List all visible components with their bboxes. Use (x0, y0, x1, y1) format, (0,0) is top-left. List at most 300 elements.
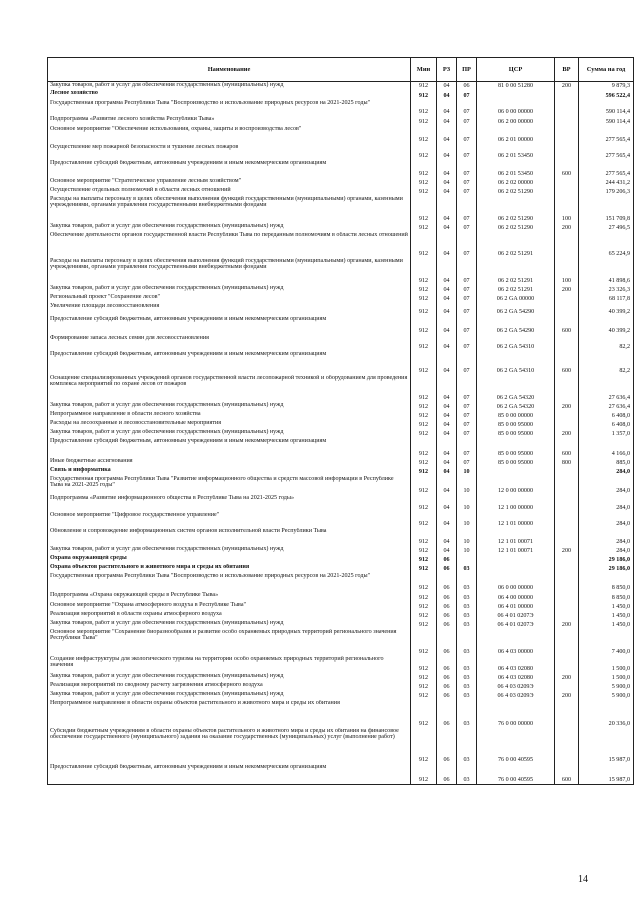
cell-vr (555, 656, 579, 673)
cell-csr (477, 555, 555, 564)
cell-min: 912 (411, 316, 437, 335)
cell-rz: 04 (437, 196, 457, 223)
cell-min: 912 (411, 476, 437, 495)
cell-rz: 04 (437, 335, 457, 351)
table-row (48, 285, 634, 294)
cell-name: Обеспечение деятельности органов государственной власти Республики Тыва по переданным полномочиям в области лесных отношений (48, 232, 411, 258)
cell-sum: 284,0 (579, 476, 634, 495)
cell-name: Предоставление субсидий бюджетным, автономным учреждениям и иным некоммерческим организациям (48, 438, 411, 458)
cell-rz: 06 (437, 656, 457, 673)
cell-min: 912 (411, 438, 437, 458)
cell-rz: 06 (437, 602, 457, 611)
table-row (48, 429, 634, 438)
cell-rz: 04 (437, 402, 457, 411)
cell-min: 912 (411, 420, 437, 429)
cell-csr: 06 2 02 51291 (477, 285, 555, 294)
cell-csr: 06 2 01 00000 (477, 126, 555, 144)
cell-sum: 277 565,4 (579, 144, 634, 160)
cell-rz: 04 (437, 232, 457, 258)
table-header-row (48, 58, 634, 82)
cell-vr (555, 629, 579, 656)
cell-vr (555, 178, 579, 187)
cell-pr: 07 (457, 160, 477, 178)
cell-rz: 04 (437, 144, 457, 160)
cell-min: 912 (411, 629, 437, 656)
cell-rz: 04 (437, 495, 457, 512)
cell-csr: 76 0 00 40595 (477, 764, 555, 785)
cell-sum: 8 850,0 (579, 573, 634, 592)
cell-csr: 85 0 00 95000 (477, 429, 555, 438)
table-row (48, 512, 634, 528)
cell-rz: 06 (437, 691, 457, 700)
cell-vr (555, 476, 579, 495)
table-row (48, 620, 634, 629)
cell-vr (555, 100, 579, 116)
cell-vr (555, 495, 579, 512)
cell-vr (555, 144, 579, 160)
cell-csr: 06 2 GA 54320 (477, 375, 555, 402)
table-row (48, 602, 634, 611)
cell-vr (555, 555, 579, 564)
table-body (48, 82, 634, 785)
cell-rz: 06 (437, 620, 457, 629)
cell-min: 912 (411, 90, 437, 100)
cell-pr: 03 (457, 629, 477, 656)
cell-rz: 06 (437, 573, 457, 592)
cell-min: 912 (411, 656, 437, 673)
cell-min: 912 (411, 258, 437, 285)
cell-pr: 03 (457, 728, 477, 764)
cell-pr: 07 (457, 285, 477, 294)
cell-pr: 03 (457, 656, 477, 673)
cell-sum: 596 522,4 (579, 90, 634, 100)
cell-csr: 85 0 00 95000 (477, 438, 555, 458)
cell-min: 912 (411, 728, 437, 764)
cell-csr: 06 4 01 00000 (477, 602, 555, 611)
cell-sum: 20 336,0 (579, 700, 634, 728)
cell-sum: 1 450,0 (579, 620, 634, 629)
cell-sum: 284,0 (579, 546, 634, 555)
cell-csr: 06 4 01 0207Э (477, 620, 555, 629)
cell-min: 912 (411, 351, 437, 375)
cell-pr: 03 (457, 592, 477, 602)
cell-rz: 06 (437, 700, 457, 728)
cell-vr (555, 467, 579, 476)
cell-pr: 07 (457, 178, 477, 187)
table-row (48, 126, 634, 144)
cell-rz: 04 (437, 82, 457, 90)
cell-pr: 07 (457, 144, 477, 160)
cell-pr: 03 (457, 700, 477, 728)
cell-vr (555, 728, 579, 764)
cell-csr: 06 0 00 00000 (477, 100, 555, 116)
cell-min: 912 (411, 512, 437, 528)
cell-pr: 10 (457, 476, 477, 495)
cell-csr: 06 4 00 00000 (477, 592, 555, 602)
cell-csr: 06 2 GA 54310 (477, 335, 555, 351)
cell-vr (555, 564, 579, 573)
cell-min: 912 (411, 160, 437, 178)
table-row (48, 764, 634, 785)
cell-sum: 27 636,4 (579, 375, 634, 402)
cell-csr: 06 2 02 51290 (477, 196, 555, 223)
table-row (48, 196, 634, 223)
table-row (48, 144, 634, 160)
cell-min: 912 (411, 682, 437, 691)
cell-csr: 12 1 00 00000 (477, 495, 555, 512)
cell-rz: 06 (437, 673, 457, 682)
cell-min: 912 (411, 82, 437, 90)
cell-name: Предоставление субсидий бюджетным, автономным учреждениям и иным некоммерческим организациям (48, 316, 411, 335)
header-rz: РЗ (437, 58, 457, 82)
header-csr: ЦСР (477, 58, 555, 82)
cell-pr: 03 (457, 673, 477, 682)
cell-vr (555, 700, 579, 728)
table-row (48, 495, 634, 512)
cell-vr: 200 (555, 546, 579, 555)
cell-vr: 600 (555, 764, 579, 785)
cell-sum: 284,0 (579, 512, 634, 528)
cell-name: Государственная программа Республики Тыва "Воспроизводство и использование природных ресурсов на 2021-2025 годы" (48, 100, 411, 116)
cell-pr: 07 (457, 420, 477, 429)
cell-sum: 23 326,3 (579, 285, 634, 294)
cell-sum: 15 987,0 (579, 764, 634, 785)
cell-sum: 5 900,0 (579, 691, 634, 700)
cell-csr: 06 2 02 51291 (477, 232, 555, 258)
cell-rz: 04 (437, 438, 457, 458)
cell-pr: 07 (457, 351, 477, 375)
cell-name: Государственная программа Республики Тыва "Развитие информационного общества и средств массовой информации в Республике Тыва на 2021-2025 годы" (48, 476, 411, 495)
cell-pr: 07 (457, 303, 477, 316)
cell-name: Непрограммное направление в области лесного хозяйства (48, 411, 411, 420)
table-row (48, 656, 634, 673)
cell-csr: 06 2 GA 54290 (477, 303, 555, 316)
table-row (48, 438, 634, 458)
cell-min: 912 (411, 429, 437, 438)
cell-csr: 76 0 00 00000 (477, 700, 555, 728)
cell-pr: 07 (457, 458, 477, 467)
cell-name: Закупка товаров, работ и услуг для обеспечения государственных (муниципальных) нужд (48, 620, 411, 629)
cell-name: Закупка товаров, работ и услуг для обеспечения государственных (муниципальных) нужд (48, 673, 411, 682)
cell-pr: 07 (457, 100, 477, 116)
cell-pr: 10 (457, 512, 477, 528)
cell-rz: 04 (437, 375, 457, 402)
cell-rz: 06 (437, 682, 457, 691)
cell-min: 912 (411, 303, 437, 316)
cell-sum: 82,2 (579, 335, 634, 351)
cell-pr: 10 (457, 467, 477, 476)
table-row (48, 375, 634, 402)
cell-name: Государственная программа Республики Тыва "Воспроизводство и использование природных ресурсов на 2021-2025 годы" (48, 573, 411, 592)
cell-sum: 6 408,0 (579, 411, 634, 420)
cell-name: Предоставление субсидий бюджетным, автономным учреждениям и иным некоммерческим организациям (48, 351, 411, 375)
cell-vr: 200 (555, 402, 579, 411)
table-row (48, 402, 634, 411)
cell-sum: 179 206,3 (579, 187, 634, 196)
table-row (48, 187, 634, 196)
cell-pr: 07 (457, 90, 477, 100)
cell-rz: 06 (437, 592, 457, 602)
cell-pr: 10 (457, 528, 477, 546)
cell-csr: 06 2 GA 54290 (477, 316, 555, 335)
cell-rz: 04 (437, 351, 457, 375)
header-pr: ПР (457, 58, 477, 82)
cell-name: Расходы на выплаты персоналу в целях обеспечения выполнения функций государственными (муниципальными) органами, казенными учреждениями, органами управления государственными внебюджетными фондами (48, 258, 411, 285)
cell-sum: 27 496,5 (579, 223, 634, 232)
cell-name: Основное мероприятие "Цифровое государственное управление" (48, 512, 411, 528)
cell-name: Подпрограмма «Охрана окружающей среды в Республике Тыва» (48, 592, 411, 602)
cell-sum: 1 450,0 (579, 611, 634, 620)
table-row (48, 564, 634, 573)
cell-rz: 04 (437, 285, 457, 294)
cell-min: 912 (411, 620, 437, 629)
cell-csr: 06 4 03 0209Э (477, 691, 555, 700)
budget-table (47, 57, 634, 785)
cell-rz: 04 (437, 116, 457, 126)
cell-csr: 12 1 01 00000 (477, 512, 555, 528)
table-row (48, 223, 634, 232)
cell-sum: 1 450,0 (579, 602, 634, 611)
cell-pr: 07 (457, 116, 477, 126)
cell-vr: 600 (555, 316, 579, 335)
cell-sum: 277 565,4 (579, 126, 634, 144)
cell-csr: 06 2 01 53450 (477, 144, 555, 160)
cell-rz: 06 (437, 611, 457, 620)
table-row (48, 116, 634, 126)
cell-vr (555, 592, 579, 602)
cell-pr: 03 (457, 620, 477, 629)
table-row (48, 528, 634, 546)
cell-rz: 04 (437, 187, 457, 196)
cell-rz: 04 (437, 178, 457, 187)
cell-pr: 03 (457, 602, 477, 611)
cell-csr: 06 2 GA 54320 (477, 402, 555, 411)
cell-sum: 590 114,4 (579, 100, 634, 116)
cell-vr (555, 682, 579, 691)
cell-min: 912 (411, 555, 437, 564)
cell-name: Реализация мероприятий по сводному расчету загрязнения атмосферного воздуха (48, 682, 411, 691)
table-row (48, 420, 634, 429)
cell-name: Иные бюджетные ассигнования (48, 458, 411, 467)
cell-vr (555, 512, 579, 528)
cell-rz: 04 (437, 546, 457, 555)
cell-name: Закупка товаров, работ и услуг для обеспечения государственных (муниципальных) нужд (48, 285, 411, 294)
cell-rz: 04 (437, 223, 457, 232)
cell-pr: 07 (457, 196, 477, 223)
cell-vr (555, 375, 579, 402)
cell-min: 912 (411, 223, 437, 232)
cell-sum: 68 117,8 (579, 294, 634, 303)
header-vr: ВР (555, 58, 579, 82)
cell-name: Основное мероприятие "Охрана атмосферного воздуха в Республике Тыва" (48, 602, 411, 611)
cell-min: 912 (411, 335, 437, 351)
cell-min: 912 (411, 564, 437, 573)
cell-sum: 7 400,0 (579, 629, 634, 656)
cell-vr (555, 335, 579, 351)
cell-vr: 600 (555, 438, 579, 458)
header-min: Мин (411, 58, 437, 82)
cell-csr: 06 4 03 0209Э (477, 682, 555, 691)
cell-vr (555, 411, 579, 420)
cell-csr: 06 2 GA 54310 (477, 351, 555, 375)
cell-pr: 07 (457, 258, 477, 285)
cell-min: 912 (411, 467, 437, 476)
cell-vr (555, 294, 579, 303)
cell-csr: 06 4 03 02080 (477, 673, 555, 682)
cell-vr: 200 (555, 285, 579, 294)
cell-pr: 07 (457, 402, 477, 411)
cell-vr (555, 528, 579, 546)
cell-min: 912 (411, 495, 437, 512)
cell-vr: 600 (555, 160, 579, 178)
table-row (48, 629, 634, 656)
cell-vr: 200 (555, 673, 579, 682)
cell-vr: 100 (555, 196, 579, 223)
cell-name: Осуществление отдельных полномочий в области лесных отношений (48, 187, 411, 196)
cell-name: Региональный проект "Сохранение лесов" (48, 294, 411, 303)
cell-rz: 04 (437, 420, 457, 429)
cell-min: 912 (411, 375, 437, 402)
cell-vr (555, 116, 579, 126)
cell-name: Увеличение площади лесовосстановления (48, 303, 411, 316)
cell-name: Субсидии бюджетным учреждениям в области охраны объектов растительного и животного мира и среды их обитания на финансовое обеспечение государственного (муниципального) задания на оказание государственных (муниципальных) услуг (выполнение работ) (48, 728, 411, 764)
cell-vr: 800 (555, 458, 579, 467)
cell-csr: 12 1 01 00071 (477, 528, 555, 546)
cell-rz: 04 (437, 458, 457, 467)
cell-csr: 85 0 00 95000 (477, 458, 555, 467)
cell-vr: 200 (555, 620, 579, 629)
cell-min: 912 (411, 144, 437, 160)
cell-csr: 06 2 00 00000 (477, 116, 555, 126)
cell-vr: 200 (555, 82, 579, 90)
cell-min: 912 (411, 402, 437, 411)
table-row (48, 294, 634, 303)
cell-sum: 15 987,0 (579, 728, 634, 764)
cell-min: 912 (411, 100, 437, 116)
cell-sum: 40 399,2 (579, 316, 634, 335)
cell-sum: 8 850,0 (579, 592, 634, 602)
cell-min: 912 (411, 411, 437, 420)
cell-min: 912 (411, 592, 437, 602)
cell-pr: 07 (457, 294, 477, 303)
cell-name: Основное мероприятие "Сохранение биоразнообразия и развитие особо охраняемых природных территорий регионального значения Республики Тыва" (48, 629, 411, 656)
table-row (48, 573, 634, 592)
cell-pr: 03 (457, 573, 477, 592)
cell-pr: 03 (457, 682, 477, 691)
cell-sum: 82,2 (579, 351, 634, 375)
cell-name: Лесное хозяйство (48, 90, 411, 100)
cell-name: Расходы на лесоохранные и лесовосстановительные мероприятия (48, 420, 411, 429)
cell-vr (555, 90, 579, 100)
cell-rz: 04 (437, 258, 457, 285)
cell-sum: 277 565,4 (579, 160, 634, 178)
cell-rz: 04 (437, 100, 457, 116)
cell-csr: 06 2 02 51291 (477, 258, 555, 285)
cell-csr: 12 1 01 00071 (477, 546, 555, 555)
cell-sum: 41 898,6 (579, 258, 634, 285)
cell-name: Закупка товаров, работ и услуг для обеспечения государственных (муниципальных) нужд (48, 546, 411, 555)
table-row (48, 476, 634, 495)
cell-sum: 40 399,2 (579, 303, 634, 316)
cell-csr: 85 0 00 95000 (477, 420, 555, 429)
cell-pr: 10 (457, 546, 477, 555)
cell-name: Основное мероприятие "Стратегическое управление лесным хозяйством" (48, 178, 411, 187)
cell-csr: 06 4 03 00000 (477, 629, 555, 656)
cell-csr: 12 0 00 00000 (477, 476, 555, 495)
cell-name: Закупка товаров, работ и услуг для обеспечения государственных (муниципальных) нужд (48, 691, 411, 700)
cell-vr (555, 232, 579, 258)
table-row (48, 335, 634, 351)
cell-name: Подпрограмма «Развитие информационного общества в Республике Тыва на 2021-2025 годы» (48, 495, 411, 512)
cell-vr (555, 602, 579, 611)
cell-name: Непрограммное направление в области охраны объектов растительного и животного мира и среды их обитания (48, 700, 411, 728)
cell-min: 912 (411, 196, 437, 223)
cell-rz: 04 (437, 411, 457, 420)
cell-name: Расходы на выплаты персоналу в целях обеспечения выполнения функций государственными (муниципальными) органами, казенными учреждениями, органами управления государственными внебюджетными фондами (48, 196, 411, 223)
cell-csr: 06 4 03 02080 (477, 656, 555, 673)
cell-pr: 07 (457, 316, 477, 335)
cell-name: Предоставление субсидий бюджетным, автономным учреждениям и иным некоммерческим организациям (48, 160, 411, 178)
cell-pr: 07 (457, 375, 477, 402)
cell-min: 912 (411, 611, 437, 620)
cell-sum: 6 408,0 (579, 420, 634, 429)
cell-sum: 4 166,0 (579, 438, 634, 458)
cell-rz: 06 (437, 728, 457, 764)
cell-csr: 81 0 00 51280 (477, 82, 555, 90)
cell-name: Создание инфраструктуры для экологического туризма на территории особо охраняемых природных территорий регионального значения (48, 656, 411, 673)
cell-sum: 244 431,2 (579, 178, 634, 187)
page-number: 14 (578, 874, 588, 885)
cell-pr: 03 (457, 564, 477, 573)
table-row (48, 411, 634, 420)
cell-min: 912 (411, 691, 437, 700)
cell-min: 912 (411, 116, 437, 126)
cell-name: Основное мероприятие "Обеспечение использования, охраны, защиты и воспроизводства лесов" (48, 126, 411, 144)
cell-min: 912 (411, 673, 437, 682)
cell-csr (477, 90, 555, 100)
cell-min: 912 (411, 285, 437, 294)
cell-sum: 1 500,0 (579, 673, 634, 682)
cell-vr (555, 420, 579, 429)
cell-name: Закупка товаров, работ и услуг для обеспечения государственных (муниципальных) нужд (48, 82, 411, 90)
table-row (48, 351, 634, 375)
cell-sum: 885,0 (579, 458, 634, 467)
cell-vr (555, 187, 579, 196)
cell-vr (555, 126, 579, 144)
table-row (48, 592, 634, 602)
cell-min: 912 (411, 178, 437, 187)
cell-min: 912 (411, 458, 437, 467)
table-row (48, 467, 634, 476)
table-row (48, 160, 634, 178)
cell-rz: 04 (437, 429, 457, 438)
cell-pr: 07 (457, 126, 477, 144)
cell-vr (555, 611, 579, 620)
cell-vr: 200 (555, 223, 579, 232)
table-row (48, 555, 634, 564)
cell-rz: 06 (437, 555, 457, 564)
cell-sum: 284,0 (579, 467, 634, 476)
cell-pr: 03 (457, 764, 477, 785)
cell-pr: 07 (457, 187, 477, 196)
cell-name: Связь и информатика (48, 467, 411, 476)
table-row (48, 316, 634, 335)
cell-sum: 29 186,0 (579, 555, 634, 564)
cell-csr: 06 2 GA 00000 (477, 294, 555, 303)
cell-name: Предоставление субсидий бюджетным, автономным учреждениям и иным некоммерческим организациям (48, 764, 411, 785)
cell-rz: 04 (437, 512, 457, 528)
table-row (48, 178, 634, 187)
